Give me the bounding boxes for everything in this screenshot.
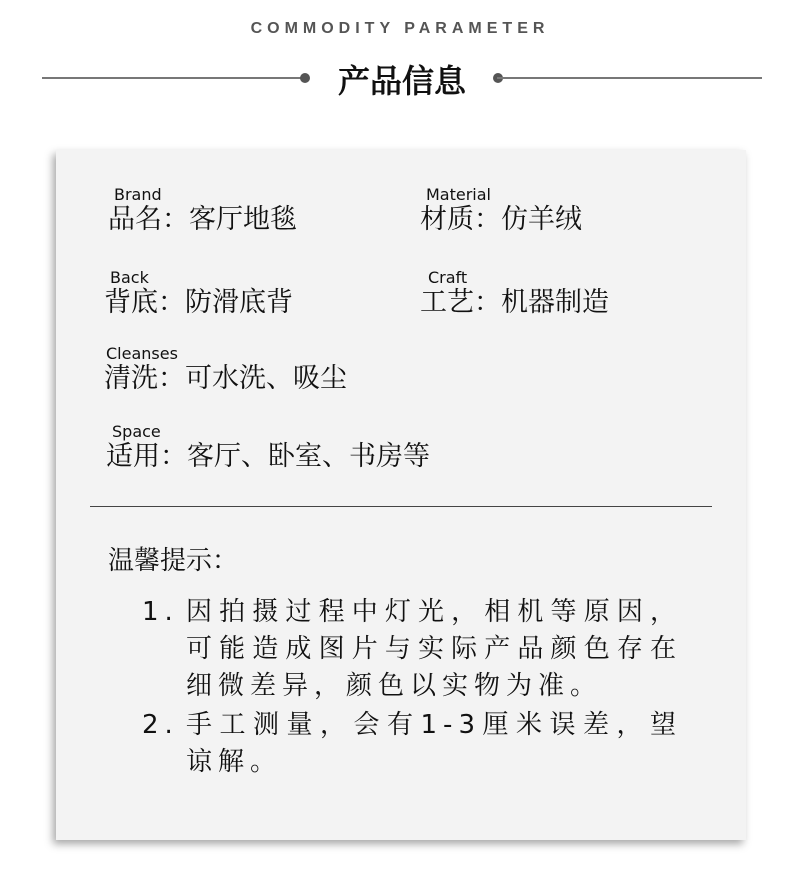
parameter-panel <box>56 150 746 840</box>
param-material <box>420 186 582 236</box>
tips-list <box>142 594 682 783</box>
tip-item <box>142 594 682 705</box>
tip-text: 手工测量，会有1-3厘米误差，望谅解。 <box>186 710 682 777</box>
section-subtitle: COMMODITY PARAMETER <box>250 20 550 37</box>
param-label-en: Cleanses <box>106 344 178 363</box>
tips-title: 温馨提示： <box>108 546 239 576</box>
tip-item <box>142 707 682 781</box>
param-label-en: Back <box>110 268 149 287</box>
param-craft <box>420 269 609 319</box>
tip-number: 1. <box>142 597 179 627</box>
title-row <box>42 52 762 102</box>
param-space <box>106 423 430 473</box>
tip-number: 2. <box>142 710 179 740</box>
param-label-en: Space <box>112 422 161 441</box>
param-cleanses <box>104 345 347 395</box>
param-brand <box>108 186 297 236</box>
param-back <box>104 269 293 319</box>
title-rule-left <box>42 77 304 79</box>
param-label-en: Brand <box>114 185 162 204</box>
param-value: 材质：仿羊绒 <box>420 204 582 235</box>
section-title: 产品信息 <box>337 62 466 100</box>
param-label-en: Material <box>426 185 491 204</box>
param-value: 适用：客厅、卧室、书房等 <box>106 441 430 472</box>
param-value: 工艺：机器制造 <box>420 287 609 318</box>
title-dot-left <box>300 73 310 83</box>
param-value: 品名：客厅地毯 <box>108 204 297 235</box>
param-label-en: Craft <box>428 268 468 287</box>
param-value: 清洗：可水洗、吸尘 <box>104 363 347 394</box>
tip-text: 因拍摄过程中灯光，相机等原因，可能造成图片与实际产品颜色存在细微差异，颜色以实物为准。 <box>186 597 682 701</box>
param-value: 背底：防滑底背 <box>104 287 293 318</box>
section-divider <box>90 506 712 507</box>
title-rule-right <box>497 77 762 79</box>
